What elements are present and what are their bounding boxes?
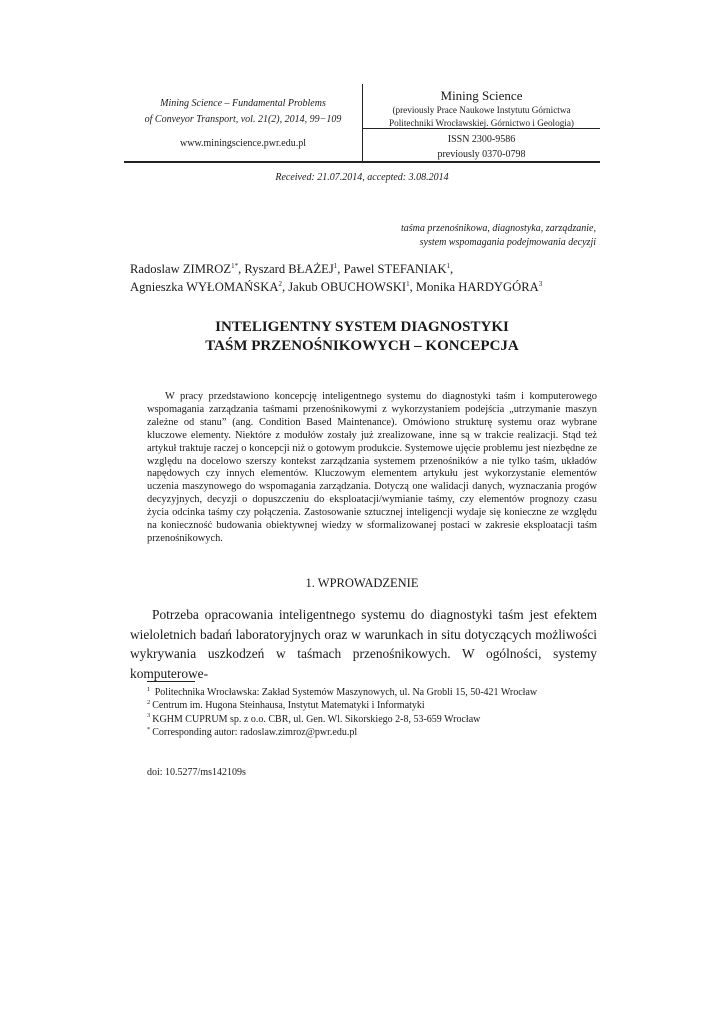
footnote — [147, 713, 597, 726]
author-affiliation-mark: 2 — [278, 279, 282, 288]
received-dates: Received: 21.07.2014, accepted: 3.08.2014 — [275, 172, 449, 183]
footnote-mark: 3 — [147, 712, 151, 720]
journal-previous-name — [363, 104, 600, 130]
journal-line-2: of Conveyor Transport, vol. 21(2), 2014, 99−109 — [144, 114, 342, 125]
footnote-text: Centrum im. Hugona Steinhausa, Instytut Matematyki i Informatyki — [152, 700, 425, 712]
issn-block — [363, 132, 600, 162]
author-name: , Ryszard BŁAŻEJ — [238, 262, 334, 276]
footnote-text: Corresponding autor: radoslaw.zimroz@pwr.edu.pl — [152, 727, 358, 739]
journal-url[interactable]: www.miningscience.pwr.edu.pl — [180, 138, 306, 149]
author-affiliation-mark: 1 — [446, 261, 451, 270]
title-line-1: INTELIGENTNY SYSTEM DIAGNOSTYKI — [215, 319, 509, 335]
title-line-2: TAŚM PRZENOŚNIKOWYCH – KONCEPCJA — [205, 338, 519, 354]
author-affiliation-mark: 1* — [231, 261, 239, 270]
authors-line-2 — [130, 278, 600, 296]
paper-title — [124, 318, 600, 356]
author-name: Agnieszka WYŁOMAŃSKA — [130, 280, 279, 294]
footnotes — [147, 686, 597, 740]
author-affiliation-mark: 1 — [333, 261, 338, 270]
doi[interactable]: doi: 10.5277/ms142109s — [147, 767, 246, 778]
journal-name: Mining Science — [440, 88, 523, 103]
journal-line-1: Mining Science – Fundamental Problems — [160, 98, 326, 109]
previous-name-line-1: (previously Prace Naukowe Instytutu Górnictwa — [392, 105, 571, 115]
keywords — [300, 222, 596, 250]
footnote — [147, 686, 597, 699]
author-affiliation-mark: 3 — [538, 279, 543, 288]
footnote-text: KGHM CUPRUM sp. z o.o. CBR, ul. Gen. Wl. Sikorskiego 2-8, 53-659 Wrocław — [152, 713, 481, 725]
footnote-mark: * — [147, 725, 151, 733]
footnote-rule — [147, 681, 195, 682]
footnote-text: Politechnika Wrocławska: Zakład Systemów Maszynowych, ul. Na Grobli 15, 50-421 Wrocław — [154, 687, 538, 698]
author-affiliation-mark: 1 — [406, 279, 410, 288]
issn: ISSN 2300-9586 — [447, 134, 516, 145]
author-name: , Jakub OBUCHOWSKI — [281, 280, 407, 294]
author-name: , Monika HARDYGÓRA — [409, 280, 539, 294]
footnote-mark: 2 — [147, 699, 151, 707]
footnote — [147, 699, 597, 712]
section-heading: 1. WPROWADZENIE — [305, 576, 419, 590]
keywords-line-2: system wspomagania podejmowania decyzji — [419, 237, 596, 248]
author-list — [130, 260, 600, 296]
author-name: Radoslaw ZIMROZ — [130, 262, 232, 276]
issn-previous: previously 0370-0798 — [437, 149, 526, 160]
journal-citation — [124, 96, 362, 128]
intro-paragraph: Potrzeba opracowania inteligentnego systemu do diagnostyki taśm jest efektem wieloletnich badań laboratoryjnych oraz w warunkach in situ dotyczących możliwości wykrywania uszkodzeń w taśmach przenośnikowych. W ogólności, systemy komputerowe- — [130, 607, 597, 681]
keywords-line-1: taśma przenośnikowa, diagnostyka, zarządzanie, — [401, 223, 596, 234]
authors-line-1 — [130, 260, 600, 278]
footnote — [147, 726, 597, 739]
footnote-mark: 1 — [147, 685, 151, 693]
author-name: , Pawel STEFANIAK — [337, 262, 447, 276]
abstract: W pracy przedstawiono koncepcję inteligentnego systemu do diagnostyki taśm i komputerowego wspomagania zarządzania taśmami przenośnikowymi z wykorzystaniem podejścia „utrzymanie maszyn zależne od stanu” (ang. Condition Based Maintenance). Omówiono strukturę systemu oraz wybrane kluczowe elementy. Niektóre z modułów zostały już zrealizowane, inne są w trakcie realizacji. Stąd też artykuł traktuje raczej o koncepcji niż o gotowym produkcie. Systemowe ujęcie problemu jest niezbędne ze względu na docelowo szerszy kontekst zarządzania systemem przenośników a nie tylko taśm, układów napędowych czy innych elementów. Kluczowym elementem artykułu jest wykorzystanie elementów uczenia maszynowego do wspomagania zarządzania. Dotyczą one walidacji danych, wyznaczania progów decyzyjnych, decyzji o dopuszczeniu do eksploatacji/wymianie taśmy, czy elementów prognozy czasu życia odcinka taśmy czy połączenia. Zastosowanie sztucznej inteligencji wydaje się konieczne ze względu na konieczność budowania obiektywnej wiedzy w sformalizowanej postaci w zakresie eksploatacji taśm przenośnikowych. — [147, 391, 597, 544]
previous-name-line-2: Politechniki Wrocławskiej. Górnictwo i Geologia) — [389, 118, 574, 128]
author-separator: , — [450, 262, 454, 276]
